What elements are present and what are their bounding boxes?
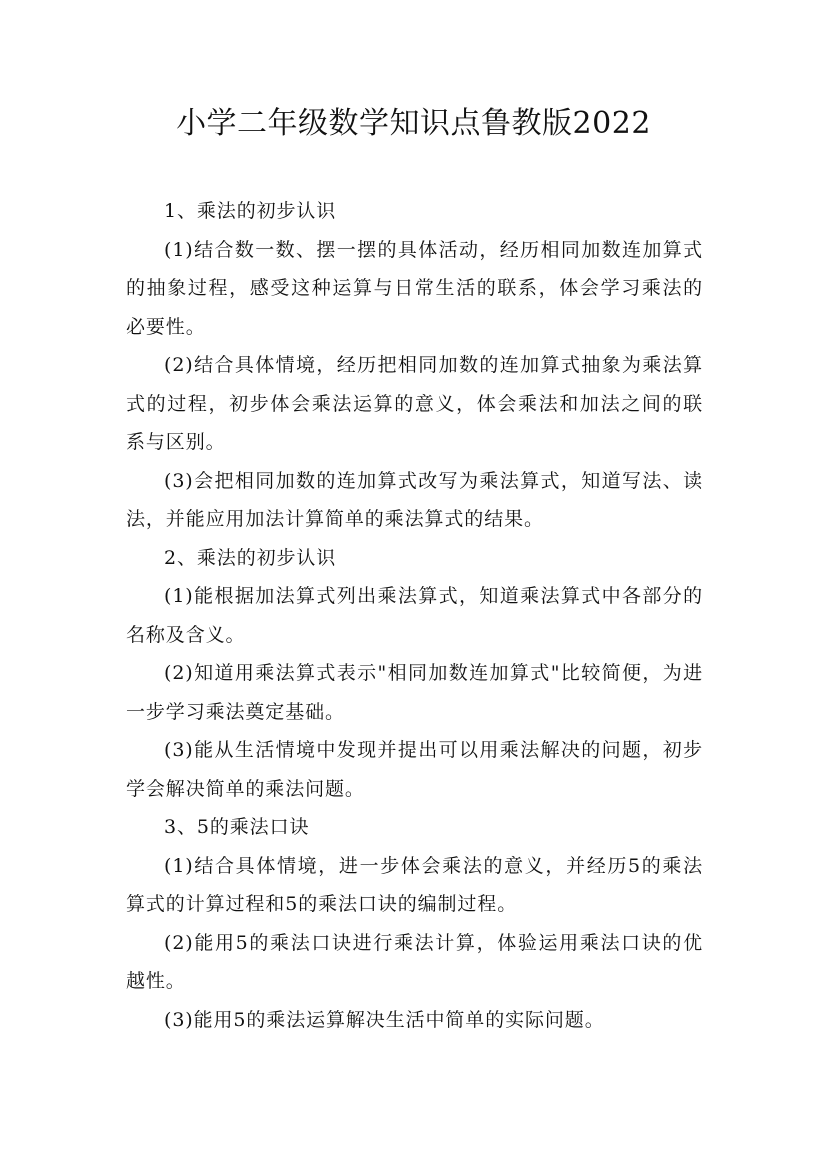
section-heading-1: 1、乘法的初步认识 [164, 200, 337, 222]
paragraph: (1)结合数一数、摆一摆的具体活动，经历相同加数连加算式的抽象过程，感受这种运算与日常生活的联系，体会学习乘法的必要性。 [126, 238, 703, 338]
document-body [126, 192, 703, 1039]
paragraph: (1)能根据加法算式列出乘法算式，知道乘法算式中各部分的名称及含义。 [126, 585, 703, 646]
paragraph: (2)知道用乘法算式表示"相同加数连加算式"比较简便，为进一步学习乘法奠定基础。 [126, 662, 703, 723]
section-heading-3: 3、5的乘法口诀 [164, 816, 310, 838]
paragraph: (1)结合具体情境，进一步体会乘法的意义，并经历5的乘法算式的计算过程和5的乘法口诀的编制过程。 [126, 854, 703, 915]
section-heading-2: 2、乘法的初步认识 [164, 546, 337, 569]
paragraph: (3)会把相同加数的连加算式改写为乘法算式，知道写法、读法，并能应用加法计算简单的乘法算式的结果。 [126, 469, 703, 530]
paragraph: (3)能用5的乘法运算解决生活中简单的实际问题。 [164, 1008, 605, 1031]
document-title: 小学二年级数学知识点鲁教版2022 [176, 106, 651, 141]
paragraph: (2)结合具体情境，经历把相同加数的连加算式抽象为乘法算式的过程，初步体会乘法运算的意义，体会乘法和加法之间的联系与区别。 [126, 354, 703, 453]
paragraph: (2)能用5的乘法口诀进行乘法计算，体验运用乘法口诀的优越性。 [126, 931, 703, 992]
paragraph: (3)能从生活情境中发现并提出可以用乘法解决的问题，初步学会解决简单的乘法问题。 [126, 739, 703, 800]
